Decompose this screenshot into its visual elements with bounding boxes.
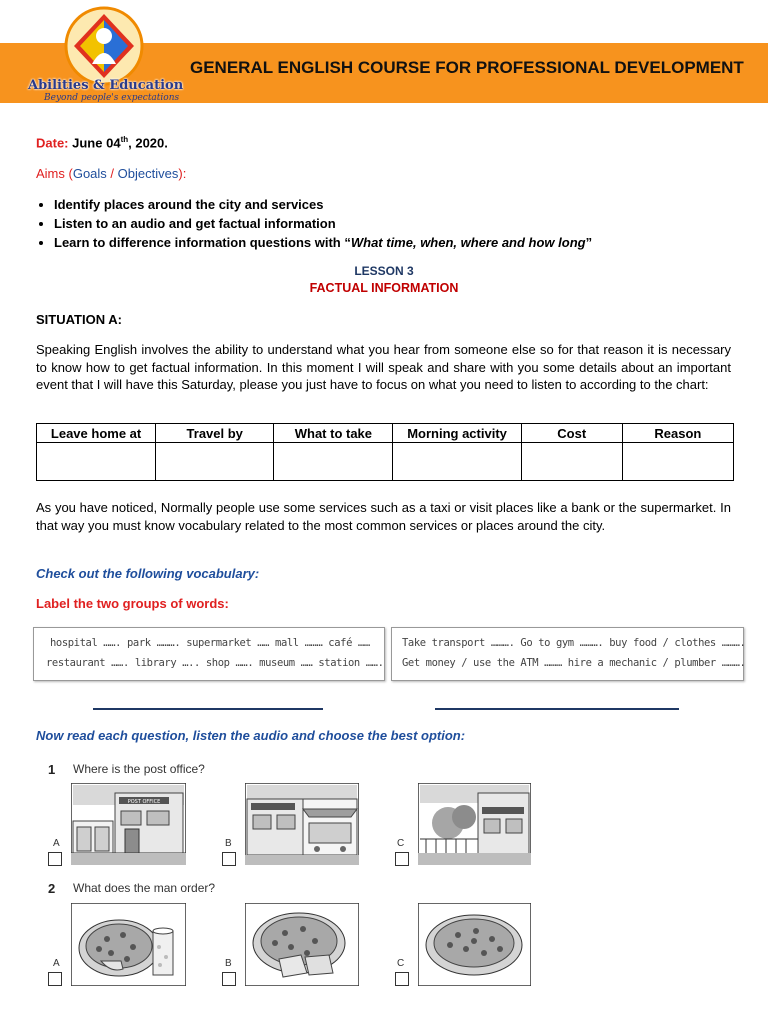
pizza-picture-a [71, 903, 186, 986]
aims-list [36, 195, 592, 252]
option-checkbox[interactable] [395, 972, 409, 986]
answer-cell[interactable] [37, 443, 156, 481]
lesson-title: FACTUAL INFORMATION [309, 281, 459, 295]
word-list-line: Get money / use the ATM ……… hire a mechanic / plumber ………. [402, 657, 746, 669]
answer-cell[interactable] [393, 443, 521, 481]
answer-cell[interactable] [156, 443, 274, 481]
word-list-line: hospital ……. park ………. supermarket …… mall ……… café …… [50, 637, 370, 649]
option-checkbox[interactable] [395, 852, 409, 866]
group-label-line[interactable] [93, 708, 323, 710]
question-text: Where is the post office? [73, 762, 205, 776]
listening-chart-table [36, 423, 734, 481]
situation-title: SITUATION A: [36, 312, 122, 327]
question-number: 1 [48, 762, 56, 777]
word-list-line: Take transport ………. Go to gym ………. buy food / clothes ………. [402, 637, 746, 649]
option-label: C [397, 838, 405, 849]
lesson-number: LESSON 3 [354, 264, 414, 278]
label-heading: Label the two groups of words: [36, 596, 229, 611]
date-value: June 04 [72, 135, 121, 151]
option-checkbox[interactable] [48, 852, 62, 866]
answer-cell[interactable] [274, 443, 393, 481]
pizza-picture-b [245, 903, 359, 986]
list-item: • Listen to an audio and get factual information [54, 214, 592, 233]
word-box-services [391, 627, 744, 681]
course-title: GENERAL ENGLISH COURSE FOR PROFESSIONAL DEVELOPMENT [190, 58, 744, 77]
list-item: • Identify places around the city and services [54, 195, 592, 214]
aims-line: Aims (Goals / Objectives): [36, 166, 187, 181]
post-office-picture-b [245, 783, 359, 865]
list-item: • Learn to difference information questions with “What time, when, where and how long” [54, 233, 592, 252]
option-checkbox[interactable] [48, 972, 62, 986]
group-label-line[interactable] [435, 708, 679, 710]
answer-cell[interactable] [622, 443, 733, 481]
option-label: A [53, 838, 60, 849]
option-checkbox[interactable] [222, 852, 236, 866]
table-header: Travel by [156, 424, 274, 443]
option-label: C [397, 958, 405, 969]
situation-paragraph: Speaking English involves the ability to understand what you hear from someone else so for that reason it is necessary to know how to get factual information. In this moment I will speak and share with you some details about an important event that I will have this Saturday, please you just have to focus on what you need to listen to according to the chart: [36, 342, 731, 392]
option-checkbox[interactable] [222, 972, 236, 986]
word-list-line: restaurant ……. library ….. shop ……. museum …… station ……. [46, 657, 384, 669]
answer-cell[interactable] [521, 443, 622, 481]
logo-emblem [64, 6, 144, 86]
post-office-picture-c [418, 783, 531, 865]
table-header: Leave home at [37, 424, 156, 443]
table-header: Cost [521, 424, 622, 443]
listening-instruction: Now read each question, listen the audio and choose the best option: [36, 728, 466, 743]
table-header: Reason [622, 424, 733, 443]
date-line: Date: June 04th, 2020. [36, 135, 168, 151]
table-header: Morning activity [393, 424, 521, 443]
logo-name: Abilities & Education [28, 78, 184, 93]
vocab-heading: Check out the following vocabulary: [36, 566, 260, 581]
question-text: What does the man order? [73, 881, 216, 895]
option-label: B [225, 838, 232, 849]
question-number: 2 [48, 881, 56, 896]
logo-tagline: Beyond people's expectations [44, 93, 180, 103]
post-office-sign: POST OFFICE [127, 799, 161, 805]
option-label: A [53, 958, 60, 969]
services-paragraph: As you have noticed, Normally people use some services such as a taxi or visit places like a bank or the supermarket. In that way you must know vocabulary related to the most common services or places around the city. [36, 500, 731, 533]
pizza-picture-c [418, 903, 531, 986]
table-header: What to take [274, 424, 393, 443]
option-label: B [225, 958, 232, 969]
word-box-places [33, 627, 385, 681]
post-office-picture-a [71, 783, 186, 865]
